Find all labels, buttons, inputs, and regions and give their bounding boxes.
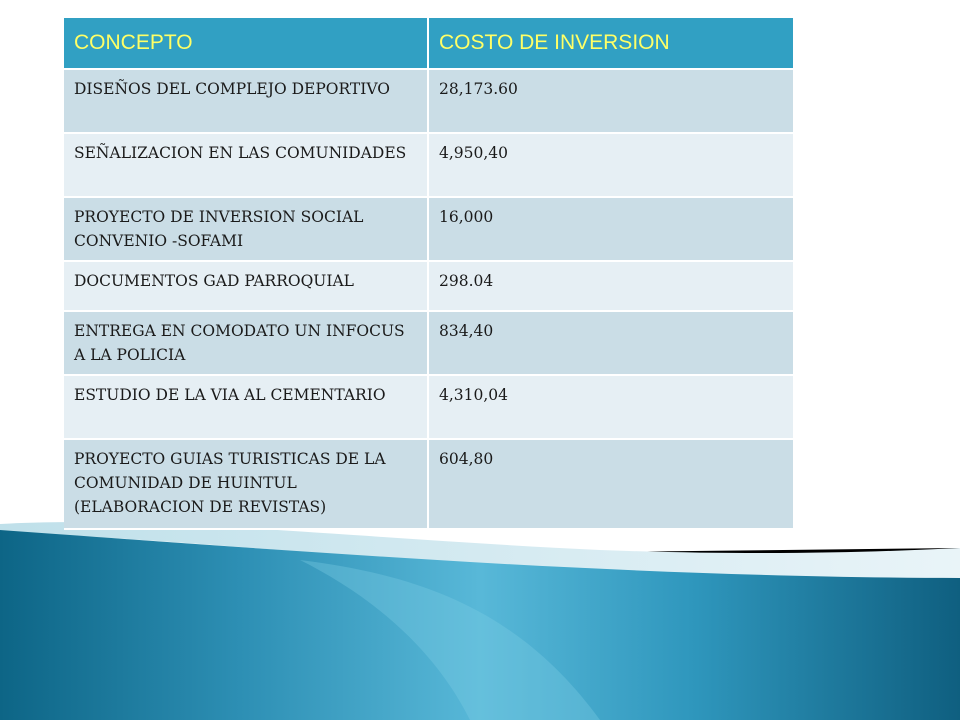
investment-table	[64, 18, 793, 530]
cost-cell: 16,000	[428, 197, 793, 261]
concept-cell: PROYECTO DE INVERSION SOCIAL CONVENIO -SOFAMI	[64, 197, 428, 261]
table-header-row	[64, 18, 793, 69]
concept-cell: DISEÑOS DEL COMPLEJO DEPORTIVO	[64, 69, 428, 133]
concept-cell: ENTREGA EN COMODATO UN INFOCUS A LA POLICIA	[64, 311, 428, 375]
cost-cell: 298.04	[428, 261, 793, 311]
concept-cell: SEÑALIZACION EN LAS COMUNIDADES	[64, 133, 428, 197]
table-row	[64, 439, 793, 529]
concept-cell: DOCUMENTOS GAD PARROQUIAL	[64, 261, 428, 311]
cost-cell: 4,310,04	[428, 375, 793, 439]
table-row	[64, 69, 793, 133]
cost-cell: 604,80	[428, 439, 793, 529]
table-row	[64, 311, 793, 375]
cost-cell: 4,950,40	[428, 133, 793, 197]
table-row	[64, 197, 793, 261]
cost-cell: 28,173.60	[428, 69, 793, 133]
table-row	[64, 133, 793, 197]
cost-cell: 834,40	[428, 311, 793, 375]
header-cost: COSTO DE INVERSION	[428, 18, 793, 69]
table-row	[64, 375, 793, 439]
concept-cell: PROYECTO GUIAS TURISTICAS DE LA COMUNIDAD DE HUINTUL (ELABORACION DE REVISTAS)	[64, 439, 428, 529]
header-concept: CONCEPTO	[64, 18, 428, 69]
table-row	[64, 261, 793, 311]
concept-cell: ESTUDIO DE LA VIA AL CEMENTARIO	[64, 375, 428, 439]
